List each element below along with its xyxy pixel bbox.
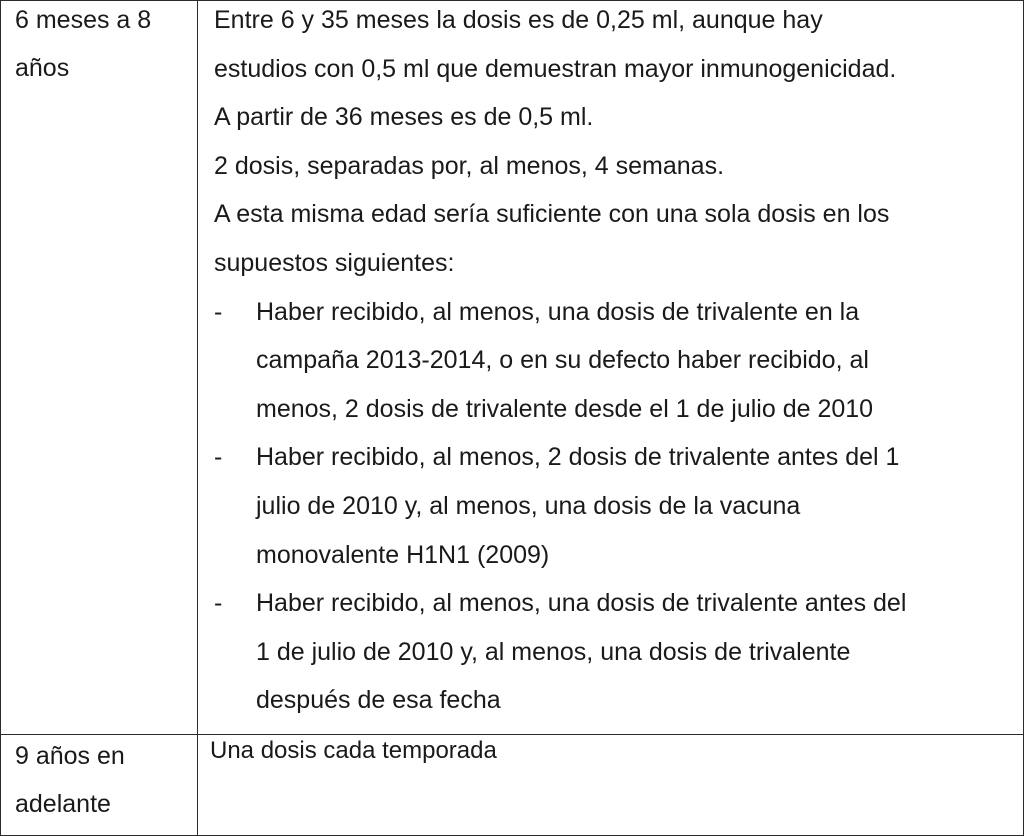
conditions-list [214,288,1023,725]
description-line: A partir de 36 meses es de 0,5 ml. [214,103,594,132]
description-line: estudios con 0,5 ml que demuestran mayor inmunogenicidad. [214,54,897,83]
description-line: A esta misma edad sería suficiente con una sola dosis en los [214,200,890,229]
list-item [214,579,1023,725]
bullet-dash: - [214,589,223,618]
list-item [214,433,1023,579]
age-line: 6 meses a 8 [15,6,152,34]
table-row [1,735,1024,836]
description-line: Entre 6 y 35 meses la dosis es de 0,25 ml, aunque hay [214,6,823,34]
description-line: 2 dosis, separadas por, al menos, 4 semanas. [214,151,725,180]
list-item [214,288,1023,434]
description-cell [198,735,1024,836]
bullet-line: Haber recibido, al menos, una dosis de trivalente antes del [256,589,907,618]
age-cell [1,735,198,836]
bullet-line: julio de 2010 y, al menos, una dosis de la vacuna [256,491,801,520]
age-cell [1,1,198,735]
bullet-line: campaña 2013-2014, o en su defecto haber recibido, al [256,346,869,375]
bullet-line: 1 de julio de 2010 y, al menos, una dosis de trivalente [256,637,851,666]
table-row [1,1,1024,735]
bullet-line: Haber recibido, al menos, 2 dosis de trivalente antes del 1 [256,443,900,472]
bullet-line: menos, 2 dosis de trivalente desde el 1 de julio de 2010 [256,394,874,423]
description-cell [198,1,1024,735]
description-line: supuestos siguientes: [214,248,455,277]
description-line: Una dosis cada temporada [210,737,497,764]
age-line: años [15,54,70,82]
bullet-line: Haber recibido, al menos, una dosis de trivalente en la [256,297,860,326]
age-line: 9 años en [15,742,125,770]
age-line: adelante [15,790,111,818]
bullet-dash: - [214,297,223,326]
bullet-line: después de esa fecha [256,686,501,715]
bullet-line: monovalente H1N1 (2009) [256,540,550,569]
bullet-dash: - [214,443,223,472]
